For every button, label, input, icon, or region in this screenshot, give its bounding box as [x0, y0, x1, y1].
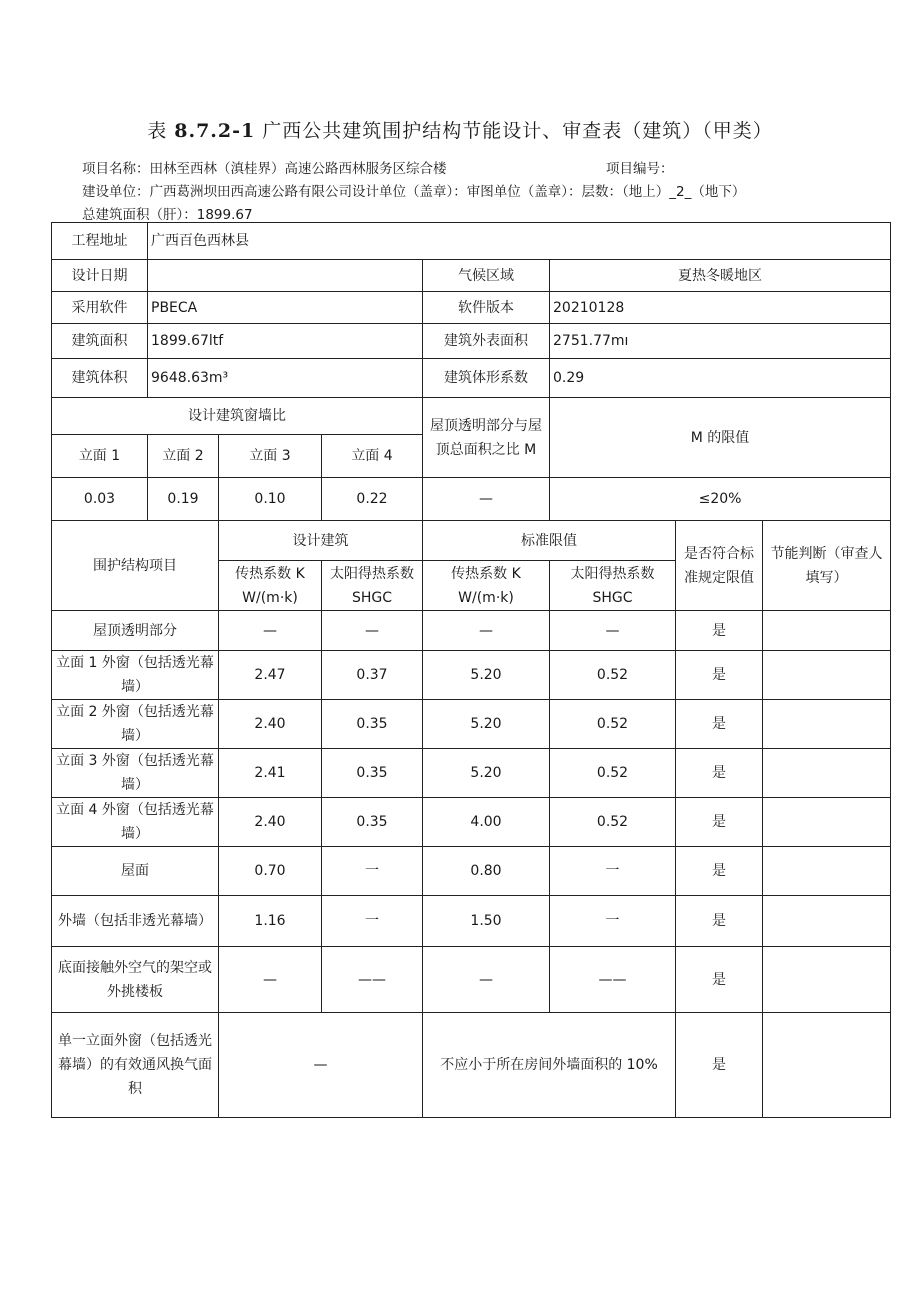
address-value: 广西百色西林县 [148, 223, 891, 260]
k-std-header: 传热系数 K W/(m·k) [423, 561, 550, 611]
row-k: 1.16 [219, 896, 322, 947]
area-value: 1899.67ltf [148, 324, 423, 359]
row-name: 立面 3 外窗（包括透光幕墙） [52, 749, 219, 798]
energy-table [51, 222, 891, 1118]
row-judge [763, 749, 891, 798]
project-name: 项目名称：田林至西林（滇桂界）高速公路西林服务区综合楼 [82, 161, 447, 177]
row-shgc: 一 [322, 847, 423, 896]
row-k-std: 5.20 [423, 651, 550, 700]
row-shgc-std: 0.52 [550, 700, 676, 749]
row-judge [763, 896, 891, 947]
wwr-header: 设计建筑窗墙比 [52, 398, 423, 435]
facade-2-value: 0.19 [148, 478, 219, 521]
table-row [52, 611, 891, 651]
climate-value: 夏热冬暖地区 [550, 260, 891, 292]
date-value [148, 260, 423, 292]
vent-standard: 不应小于所在房间外墙面积的 10% [423, 1013, 676, 1118]
facade-2-label: 立面 2 [148, 435, 219, 478]
table-row [52, 651, 891, 700]
row-shgc: 0.35 [322, 700, 423, 749]
row-comply: 是 [676, 749, 763, 798]
row-shgc: — [322, 611, 423, 651]
judge-header: 节能判断（审查人填写） [763, 521, 891, 611]
row-shgc-std: 0.52 [550, 651, 676, 700]
row-shgc: —— [322, 947, 423, 1013]
row-comply: 是 [676, 798, 763, 847]
date-label: 设计日期 [52, 260, 148, 292]
shgc-header: 太阳得热系数 SHGC [322, 561, 423, 611]
row-shgc: 0.35 [322, 749, 423, 798]
vent-comply: 是 [676, 1013, 763, 1118]
facade-3-label: 立面 3 [219, 435, 322, 478]
row-judge [763, 947, 891, 1013]
surface-value: 2751.77mı [550, 324, 891, 359]
row-shgc: 0.35 [322, 798, 423, 847]
row-comply: 是 [676, 611, 763, 651]
row-k-std: 0.80 [423, 847, 550, 896]
row-k: 2.41 [219, 749, 322, 798]
row-comply: 是 [676, 651, 763, 700]
row-name: 屋顶透明部分 [52, 611, 219, 651]
title-prefix: 表 [147, 120, 168, 142]
roof-ratio-label: 屋顶透明部分与屋顶总面积之比 M [423, 398, 550, 478]
shgc-std-header: 太阳得热系数 SHGC [550, 561, 676, 611]
version-label: 软件版本 [423, 292, 550, 324]
row-judge [763, 798, 891, 847]
row-shgc-std: 一 [550, 896, 676, 947]
row-k-std: 1.50 [423, 896, 550, 947]
table-row [52, 700, 891, 749]
volume-label: 建筑体积 [52, 359, 148, 398]
surface-label: 建筑外表面积 [423, 324, 550, 359]
row-name: 外墙（包括非透光幕墙） [52, 896, 219, 947]
table-row [52, 947, 891, 1013]
row-k-std: 5.20 [423, 700, 550, 749]
row-judge [763, 847, 891, 896]
volume-value: 9648.63m³ [148, 359, 423, 398]
row-shgc-std: 一 [550, 847, 676, 896]
facade-4-label: 立面 4 [322, 435, 423, 478]
standard-header: 标准限值 [423, 521, 676, 561]
page-title [0, 116, 920, 143]
row-shgc: 一 [322, 896, 423, 947]
version-value: 20210128 [550, 292, 891, 324]
row-shgc-std: — [550, 611, 676, 651]
table-row [52, 1013, 891, 1118]
title-text: 广西公共建筑围护结构节能设计、审查表（建筑）（甲类） [262, 120, 773, 142]
area-label: 建筑面积 [52, 324, 148, 359]
row-comply: 是 [676, 896, 763, 947]
table-row [52, 847, 891, 896]
climate-label: 气候区域 [423, 260, 550, 292]
k-header: 传热系数 K W/(m·k) [219, 561, 322, 611]
row-k: 0.70 [219, 847, 322, 896]
row-name: 立面 2 外窗（包括透光幕墙） [52, 700, 219, 749]
row-name: 屋面 [52, 847, 219, 896]
software-label: 采用软件 [52, 292, 148, 324]
table-row [52, 749, 891, 798]
row-comply: 是 [676, 700, 763, 749]
row-k: — [219, 611, 322, 651]
row-comply: 是 [676, 847, 763, 896]
row-k-std: 4.00 [423, 798, 550, 847]
row-name: 底面接触外空气的架空或外挑楼板 [52, 947, 219, 1013]
row-k: 2.40 [219, 798, 322, 847]
vent-name: 单一立面外窗（包括透光幕墙）的有效通风换气面积 [52, 1013, 219, 1118]
facade-4-value: 0.22 [322, 478, 423, 521]
item-header: 围护结构项目 [52, 521, 219, 611]
row-shgc-std: 0.52 [550, 798, 676, 847]
facade-3-value: 0.10 [219, 478, 322, 521]
row-k: — [219, 947, 322, 1013]
project-no: 项目编号： [606, 161, 674, 177]
comply-header: 是否符合标准规定限值 [676, 521, 763, 611]
roof-ratio-value: — [423, 478, 550, 521]
row-shgc-std: —— [550, 947, 676, 1013]
row-shgc-std: 0.52 [550, 749, 676, 798]
m-limit-label: M 的限值 [550, 398, 891, 478]
design-header: 设计建筑 [219, 521, 423, 561]
address-label: 工程地址 [52, 223, 148, 260]
m-limit-value: ≤20% [550, 478, 891, 521]
total-area: 总建筑面积（肝）：1899.67 [82, 207, 253, 223]
units-line: 建设单位：广西葛洲坝田西高速公路有限公司设计单位（盖章）：审图单位（盖章）：层数：（地上）_2_（地下） [82, 184, 746, 200]
row-k-std: — [423, 611, 550, 651]
software-value: PBECA [148, 292, 423, 324]
row-name: 立面 1 外窗（包括透光幕墙） [52, 651, 219, 700]
row-judge [763, 611, 891, 651]
row-k: 2.40 [219, 700, 322, 749]
facade-1-value: 0.03 [52, 478, 148, 521]
row-k: 2.47 [219, 651, 322, 700]
row-judge [763, 700, 891, 749]
row-judge [763, 651, 891, 700]
shape-label: 建筑体形系数 [423, 359, 550, 398]
row-k-std: — [423, 947, 550, 1013]
shape-value: 0.29 [550, 359, 891, 398]
vent-design: — [219, 1013, 423, 1118]
table-row [52, 896, 891, 947]
row-comply: 是 [676, 947, 763, 1013]
vent-judge [763, 1013, 891, 1118]
title-number: 8.7.2-1 [174, 120, 256, 142]
row-k-std: 5.20 [423, 749, 550, 798]
row-name: 立面 4 外窗（包括透光幕墙） [52, 798, 219, 847]
facade-1-label: 立面 1 [52, 435, 148, 478]
table-row [52, 798, 891, 847]
row-shgc: 0.37 [322, 651, 423, 700]
